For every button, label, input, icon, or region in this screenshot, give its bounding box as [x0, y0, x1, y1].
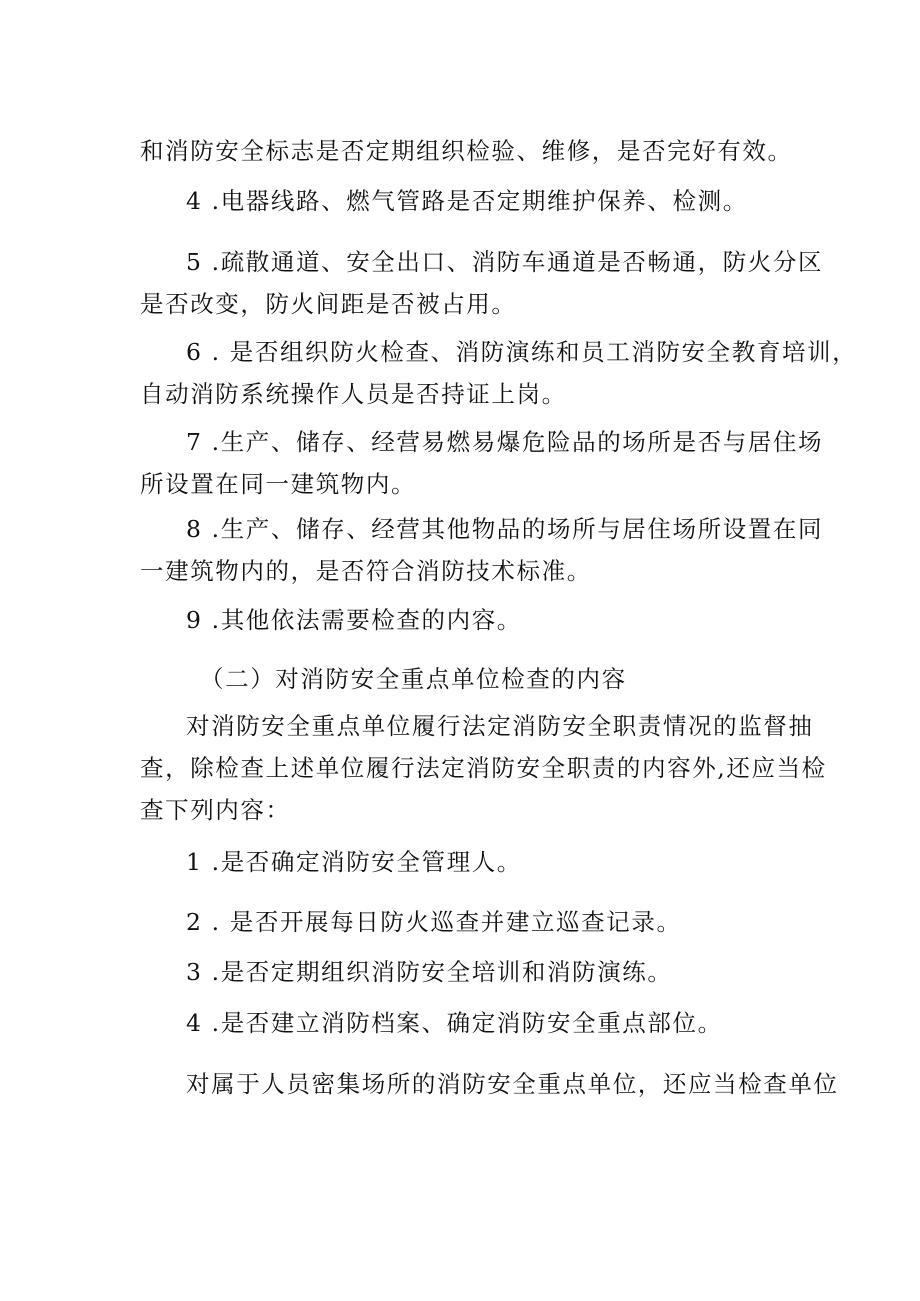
paragraph-line: 查，除检查上述单位履行法定消防安全职责的内容外,还应当检: [140, 754, 827, 782]
section-heading: （二）对消防安全重点单位检查的内容: [200, 665, 627, 693]
list-item-6: 6 . 是否组织防火检查、消防演练和员工消防安全教育培训，: [186, 338, 858, 366]
text-line: 一建筑物内的，是否符合消防技术标准。: [140, 557, 592, 585]
paragraph-line: 查下列内容：: [140, 796, 291, 824]
text-line: 和消防安全标志是否定期组织检验、维修，是否完好有效。: [140, 137, 793, 165]
paragraph-line: 对消防安全重点单位履行法定消防安全职责情况的监督抽: [186, 712, 814, 740]
list-item-3: 3 .是否定期组织消防安全培训和消防演练。: [186, 958, 673, 986]
list-item-8: 8 .生产、储存、经营其他物品的场所与居住场所设置在同: [186, 515, 824, 543]
list-item-9: 9 .其他依法需要检查的内容。: [186, 606, 522, 634]
list-item-5: 5 .疏散通道、安全出口、消防车通道是否畅通，防火分区: [186, 248, 824, 276]
text-line: 所设置在同一建筑物内。: [140, 470, 417, 498]
text-line: 自动消防系统操作人员是否持证上岗。: [140, 380, 567, 408]
list-item-1: 1 .是否确定消防安全管理人。: [186, 848, 522, 876]
list-item-4: 4 .电器线路、燃气管路是否定期维护保养、检测。: [186, 187, 748, 215]
list-item-7: 7 .生产、储存、经营易燃易爆危险品的场所是否与居住场: [186, 428, 824, 456]
list-item-2: 2 . 是否开展每日防火巡查并建立巡查记录。: [186, 908, 682, 936]
paragraph-line: 对属于人员密集场所的消防安全重点单位，还应当检查单位: [186, 1070, 839, 1098]
list-item-4b: 4 .是否建立消防档案、确定消防安全重点部位。: [186, 1009, 723, 1037]
text-line: 是否改变，防火间距是否被占用。: [140, 290, 517, 318]
